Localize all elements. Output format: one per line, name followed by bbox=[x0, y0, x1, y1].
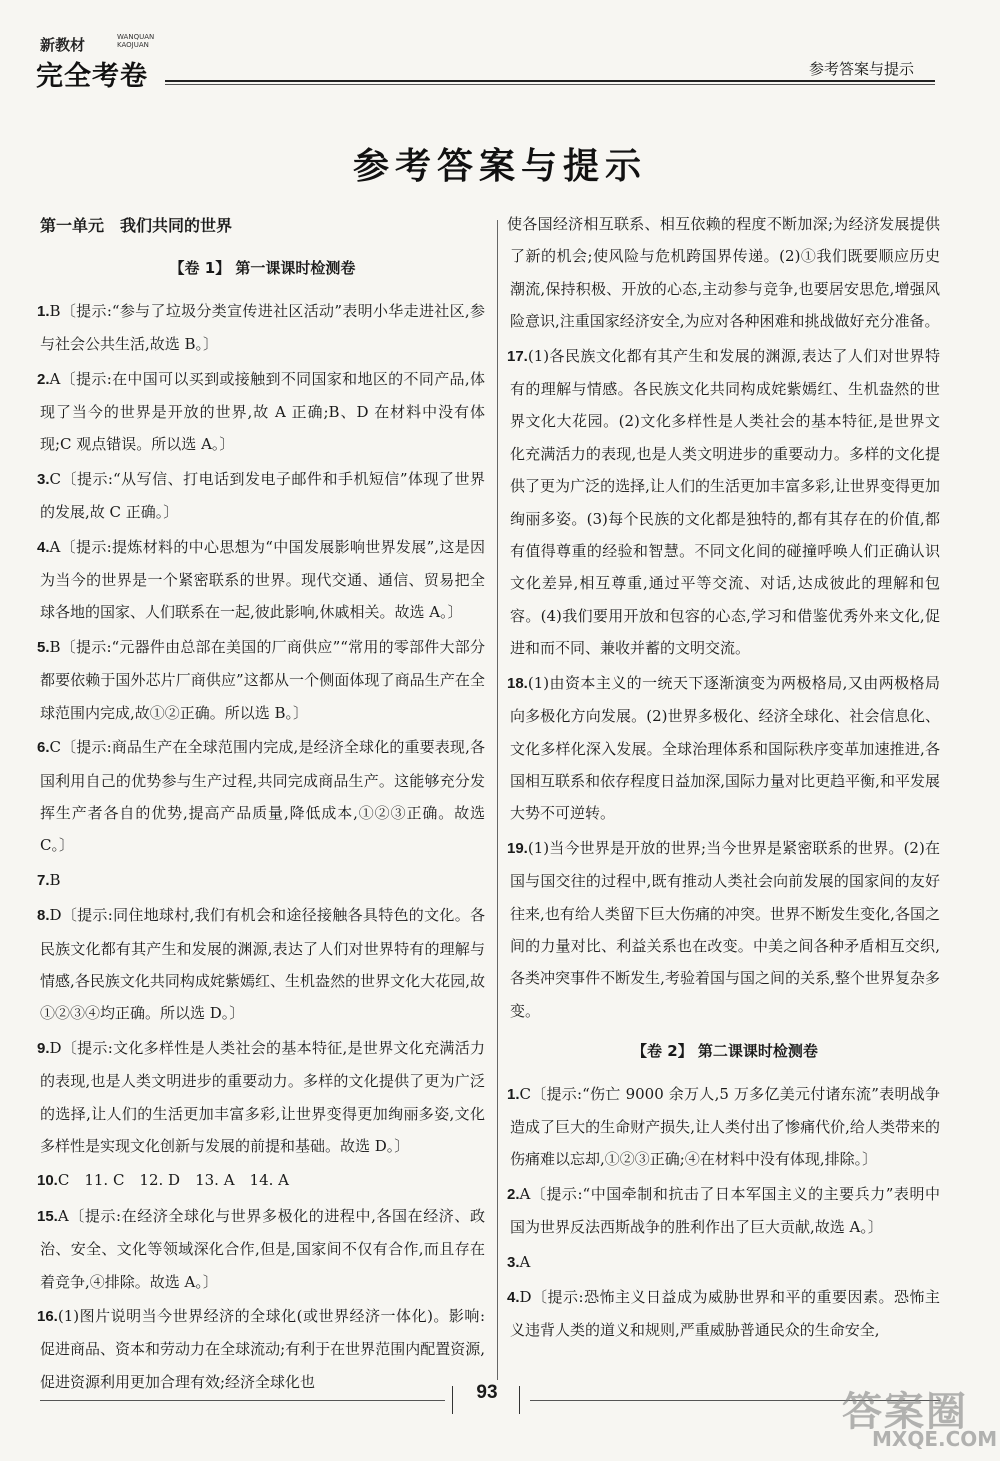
answer-list-left bbox=[37, 295, 485, 1398]
answer-text: (1)各民族文化都有其产生和发展的渊源,表达了人们对世界特有的理解与情感。各民族文化共同构成姹紫嫣红、生机盎然的世界文化大花园。(2)文化多样性是人类社会的基本特征,是世界文化充满活力的表现,也是人类文明进步的重要动力。多样的文化提供了更为广泛的选择,让人们的生活更加丰富多彩,让世界变得更加绚丽多姿。(3)每个民族的文化都是独特的,都有其存在的价值,都有值得尊重的经验和智慧。不同文化间的碰撞呼唤人们正确认识文化差异,相互尊重,通过平等交流、对话,达成彼此的理解和包容。(4)我们要用开放和包容的心态,学习和借鉴优秀外来文化,促进和而不同、兼收并蓄的文明交流。 bbox=[510, 346, 940, 658]
answer-item bbox=[507, 1246, 940, 1279]
answer-number: 1. bbox=[507, 1085, 520, 1103]
answer-list-right-b bbox=[507, 1078, 940, 1347]
answer-number: 15. bbox=[37, 1207, 58, 1225]
answer-number: 3. bbox=[507, 1253, 520, 1271]
unit-title: 第一单元 我们共同的世界 bbox=[40, 216, 233, 235]
answer-number: 18. bbox=[507, 674, 528, 692]
answer-text: A〔提示:“中国牵制和抗击了日本军国主义的主要兵力”表明中国为世界反法西斯战争的胜利作出了巨大贡献,故选 A。〕 bbox=[510, 1184, 940, 1237]
brand-pinyin bbox=[117, 33, 154, 49]
answer-text: D〔提示:文化多样性是人类社会的基本特征,是世界文化充满活力的表现,也是人类文明进步的重要动力。多样的文化提供了更为广泛的选择,让人们的生活更加丰富多彩,让世界变得更加绚丽多姿,文化多样性是实现文化创新与发展的前提和基础。故选 D。〕 bbox=[40, 1038, 485, 1155]
answer-number: 17. bbox=[507, 347, 528, 365]
answer-number: 19. bbox=[507, 839, 528, 857]
answer-text: A bbox=[519, 1252, 531, 1271]
answer-text: D〔提示:同住地球村,我们有机会和途径接触各具特色的文化。各民族文化都有其产生和发展的渊源,表达了人们对世界特有的理解与情感,各民族文化共同构成姹紫嫣红、生机盎然的世界文化大花园,故①②③④均正确。所以选 D。〕 bbox=[40, 906, 485, 1023]
answer-text: B bbox=[49, 870, 61, 889]
answer-item bbox=[37, 631, 485, 729]
answer-item bbox=[37, 864, 485, 897]
answer-text: D〔提示:恐怖主义日益成为威胁世界和平的重要因素。恐怖主义违背人类的道义和规则,严重威胁普通民众的生命安全, bbox=[510, 1288, 940, 1340]
answer-item bbox=[37, 463, 485, 529]
watermark-logo: 答案圈 bbox=[842, 1389, 968, 1435]
header-rule-thin bbox=[165, 84, 935, 85]
answer-number: 6. bbox=[37, 739, 50, 757]
page-title: 参考答案与提示 bbox=[352, 146, 647, 187]
answer-number: 4. bbox=[507, 1289, 520, 1306]
answer-text: C〔提示:“从写信、打电话到发电子邮件和手机短信”体现了世界的发展,故 C 正确。〕 bbox=[40, 469, 485, 522]
footer-bar-left bbox=[452, 1386, 453, 1414]
answer-item bbox=[37, 531, 485, 629]
answer-item bbox=[37, 1164, 485, 1197]
answer-text: A〔提示:在经济全球化与世界多极化的进程中,各国在经济、政治、安全、文化等领域深化合作,但是,国家间不仅有合作,而且存在着竞争,④排除。故选 A。〕 bbox=[40, 1206, 485, 1291]
answer-text: B〔提示:“参与了垃圾分类宣传进社区活动”表明小华走进社区,参与社会公共生活,故选 B。〕 bbox=[40, 301, 485, 354]
right-column bbox=[507, 208, 940, 1349]
footer-bar-right bbox=[519, 1386, 520, 1414]
section-title-1: 【卷 1】 第一课课时检测卷 bbox=[169, 259, 356, 278]
answer-item bbox=[507, 1281, 940, 1347]
answer-number: 1. bbox=[37, 302, 50, 320]
answer-number: 3. bbox=[37, 470, 50, 488]
answer-number: 5. bbox=[37, 638, 50, 656]
answer-item bbox=[507, 1178, 940, 1244]
answer-number: 9. bbox=[37, 1039, 50, 1057]
brand-subtitle: 新教材 bbox=[40, 36, 86, 54]
answer-text: A〔提示:提炼材料的中心思想为“中国发展影响世界发展”,这是因为当今的世界是一个紧密联系的世界。现代交通、通信、贸易把全球各地的国家、人们联系在一起,彼此影响,休戚相关。故选 A。〕 bbox=[40, 537, 485, 622]
answer-item bbox=[37, 363, 485, 461]
answer-item bbox=[37, 899, 485, 1030]
answer-item bbox=[507, 1078, 940, 1176]
answer-text: C〔提示:商品生产在全球范围内完成,是经济全球化的重要表现,各国利用自己的优势参与生产过程,共同完成商品生产。这能够充分发挥生产者各自的优势,提高产品质量,降低成本,①②③正确。故选 C。〕 bbox=[40, 738, 485, 855]
answer-item bbox=[507, 832, 940, 1027]
answer-item bbox=[507, 667, 940, 830]
answer-text: C 11. C 12. D 13. A 14. A bbox=[57, 1171, 289, 1190]
section-title-2: 【卷 2】 第二课课时检测卷 bbox=[632, 1042, 818, 1061]
column-divider bbox=[497, 220, 498, 1380]
answer-text: 使各国经济相互联系、相互依赖的程度不断加深;为经济发展提供了新的机会;使风险与危机跨国界传递。(2)①我们既要顺应历史潮流,保持积极、开放的心态,主动参与竞争,也要居安思危,增强风险意识,注重国家经济安全,为应对各种困难和挑战做好充分准备。 bbox=[507, 215, 940, 331]
page-number: 93 bbox=[476, 1382, 498, 1403]
answer-item bbox=[37, 295, 485, 361]
answer-item bbox=[37, 1032, 485, 1163]
brand-pinyin-1: WANQUAN bbox=[117, 33, 155, 41]
answer-item bbox=[37, 1200, 485, 1298]
answer-item bbox=[37, 731, 485, 862]
answer-number: 10. bbox=[37, 1172, 58, 1190]
header-rule bbox=[165, 80, 935, 82]
footer-rule-left bbox=[40, 1400, 445, 1401]
answer-number: 16. bbox=[37, 1308, 58, 1325]
answer-text: (1)由资本主义的一统天下逐渐演变为两极格局,又由两极格局向多极化方向发展。(2)世界多极化、经济全球化、社会信息化、文化多样化深入发展。全球治理体系和国际秩序变革加速推进,各国相互联系和依存程度日益加深,国际力量对比更趋平衡,和平发展大势不可逆转。 bbox=[510, 673, 940, 823]
left-column bbox=[37, 210, 485, 1400]
answer-number: 2. bbox=[507, 1185, 520, 1203]
answer-text: C〔提示:“伤亡 9000 余万人,5 万多亿美元付诸东流”表明战争造成了巨大的生命财产损失,让人类付出了惨痛代价,给人类带来的伤痛难以忘却,①②③正确;④在材料中没有体现,排除。〕 bbox=[510, 1084, 940, 1169]
answer-number: 7. bbox=[37, 871, 50, 889]
answer-list-right-a bbox=[507, 208, 940, 1027]
answer-item bbox=[507, 208, 940, 338]
running-head: 参考答案与提示 bbox=[808, 60, 914, 78]
page-header bbox=[0, 0, 1000, 90]
brand-logo-text: 完全考卷 bbox=[36, 61, 148, 92]
answer-number: 8. bbox=[37, 907, 50, 925]
answer-text: (1)图片说明当今世界经济的全球化(或世界经济一体化)。影响:促进商品、资本和劳动力在全球流动;有利于在世界范围内配置资源,促进资源利用更加合理有效;经济全球化也 bbox=[40, 1307, 485, 1391]
answer-number: 4. bbox=[37, 538, 50, 556]
answer-number: 2. bbox=[37, 370, 50, 388]
brand-pinyin-2: KAOJUAN bbox=[117, 41, 149, 49]
answer-text: A〔提示:在中国可以买到或接触到不同国家和地区的不同产品,体现了当今的世界是开放的世界,故 A 正确;B、D 在材料中没有体现;C 观点错误。所以选 A。〕 bbox=[40, 369, 485, 454]
answer-text: (1)当今世界是开放的世界;当今世界是紧密联系的世界。(2)在国与国交往的过程中,既有推动人类社会向前发展的国家间的友好往来,也有给人类留下巨大伤痛的冲突。世界不断发生变化,各国之间的力量对比、利益关系也在改变。中美之间各种矛盾相互交织,各类冲突事件不断发生,考验着国与国之间的关系,整个世界复杂多变。 bbox=[510, 838, 940, 1020]
answer-text: B〔提示:“元器件由总部在美国的厂商供应”“常用的零部件大部分都要依赖于国外芯片厂商供应”这都从一个侧面体现了商品生产在全球范围内完成,故①②正确。所以选 B。〕 bbox=[40, 637, 485, 722]
answer-item bbox=[507, 340, 940, 665]
watermark-url: MXQE.COM bbox=[872, 1427, 998, 1451]
